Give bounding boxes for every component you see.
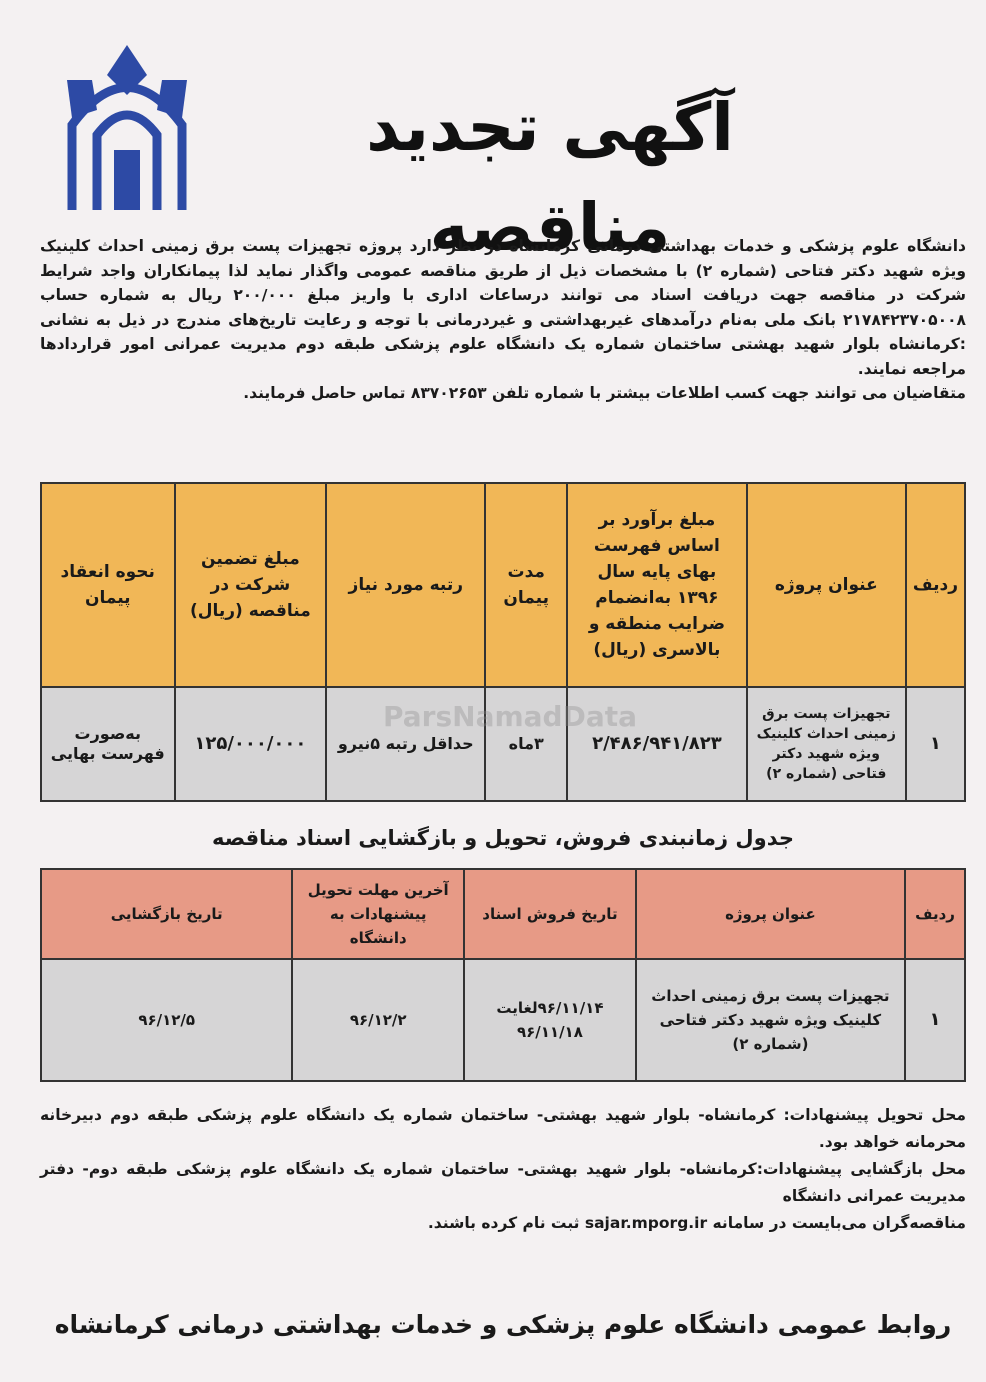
header-estimate: مبلغ برآورد بر اساس فهرست بهای پایه سال ۱۳۹۶ به‌انضمام ضرایب منطقه و بالاسری (ریال) [567,483,747,687]
header-sale-date: تاریخ فروش اسناد [464,869,636,959]
opening-location: محل بازگشایی پیشنهادات:کرمانشاه- بلوار شهید بهشتی- ساختمان شماره یک دانشگاه علوم پزشکی طبقه دوم- دفتر مدیریت عمرانی دانشگاه [40,1160,966,1205]
header-row-number: ردیف [905,869,965,959]
cell-row-number: ۱ [905,959,965,1081]
notice-title: آگهی تجدید مناقصه [366,89,734,266]
cell-required-grade: حداقل رتبه ۵نیرو [326,687,485,801]
cell-project-title: تجهیزات پست برق زمینی احداث کلینیک ویژه شهید دکتر فتاحی (شماره ۲) [747,687,906,801]
cell-guarantee-amount: ۱۲۵/۰۰۰/۰۰۰ [175,687,327,801]
registration-note: مناقصه‌گران می‌بایست در سامانه sajar.mporg.ir ثبت نام کرده باشند. [427,1214,966,1232]
public-relations-signature: روابط عمومی دانشگاه علوم پزشکی و خدمات بهداشتی درمانی کرمانشاه [54,1310,952,1339]
table-row [41,687,965,801]
table-row [41,959,965,1081]
university-emblem-icon [52,40,202,220]
cell-contract-type: به‌صورت فهرست بهایی [41,687,175,801]
contact-paragraph: متقاضیان می توانند جهت کسب اطلاعات بیشتر با شماره تلفن ۸۳۷۰۲۶۵۳ تماس حاصل فرمایند. [243,384,966,402]
header-opening-date: تاریخ بازگشایی [41,869,292,959]
cell-estimate: ۲/۴۸۶/۹۴۱/۸۲۳ [567,687,747,801]
table-header-row [41,483,965,687]
header-required-grade: رتبه مورد نیاز [326,483,485,687]
project-specs-table [40,482,966,802]
intro-paragraph: دانشگاه علوم پزشکی و خدمات بهداشتی درمانی کرمانشاه در نظر دارد پروژه تجهیزات پست برق زمینی احداث کلینیک ویژه شهید دکتر فتاحی (شماره ۲) با مشخصات ذیل از طریق مناقصه عمومی واگذار نماید لذا پیمانکاران واجد شرایط شرکت در مناقصه جهت دریافت اسناد می توانند درساعات اداری با واریز مبلغ ۲۰۰/۰۰۰ ریال به شماره حساب ۲۱۷۸۴۲۳۷۰۵۰۰۸ بانک ملی به‌نام درآمدهای غیربهداشتی و غیردرمانی با توجه و رعایت تاریخ‌های مندرج در ذیل به نشانی :کرمانشاه بلوار شهید بهشتی ساختمان شماره یک دانشگاه علوم پزشکی طبقه دوم مدیریت عمرانی امور قراردادها مراجعه نمایند. [40,237,967,378]
cell-opening-date: ۹۶/۱۲/۵ [41,959,292,1081]
header-guarantee-amount: مبلغ تضمین شرکت در مناقصه (ریال) [175,483,327,687]
header-project-title: عنوان پروژه [636,869,905,959]
schedule-table [40,868,966,1082]
header-duration: مدت پیمان [485,483,567,687]
cell-deadline: ۹۶/۱۲/۲ [292,959,464,1081]
watermark-text: ParsNamadData [383,700,637,733]
header-project-title: عنوان پروژه [747,483,906,687]
header-contract-type: نحوه انعقاد پیمان [41,483,175,687]
header-deadline: آخرین مهلت تحویل پیشنهادات به دانشگاه [292,869,464,959]
table-header-row [41,869,965,959]
intro-text [40,234,966,406]
cell-sale-date: ۹۶/۱۱/۱۴لغایت ۹۶/۱۱/۱۸ [464,959,636,1081]
delivery-location: محل تحویل پیشنهادات: کرمانشاه- بلوار شهید بهشتی- ساختمان شماره یک دانشگاه علوم پزشکی طبقه دوم دبیرخانه محرمانه خواهد بود. [40,1106,966,1151]
cell-project-title: تجهیزات پست برق زمینی احداث کلینیک ویژه شهید دکتر فتاحی (شماره ۲) [636,959,905,1081]
schedule-title: جدول زمانبندی فروش، تحویل و بازگشایی اسناد مناقصه [212,826,794,850]
cell-duration: ۳ماه [485,687,567,801]
header-row-number: ردیف [906,483,965,687]
cell-row-number: ۱ [906,687,965,801]
footer-notes [40,1102,966,1237]
